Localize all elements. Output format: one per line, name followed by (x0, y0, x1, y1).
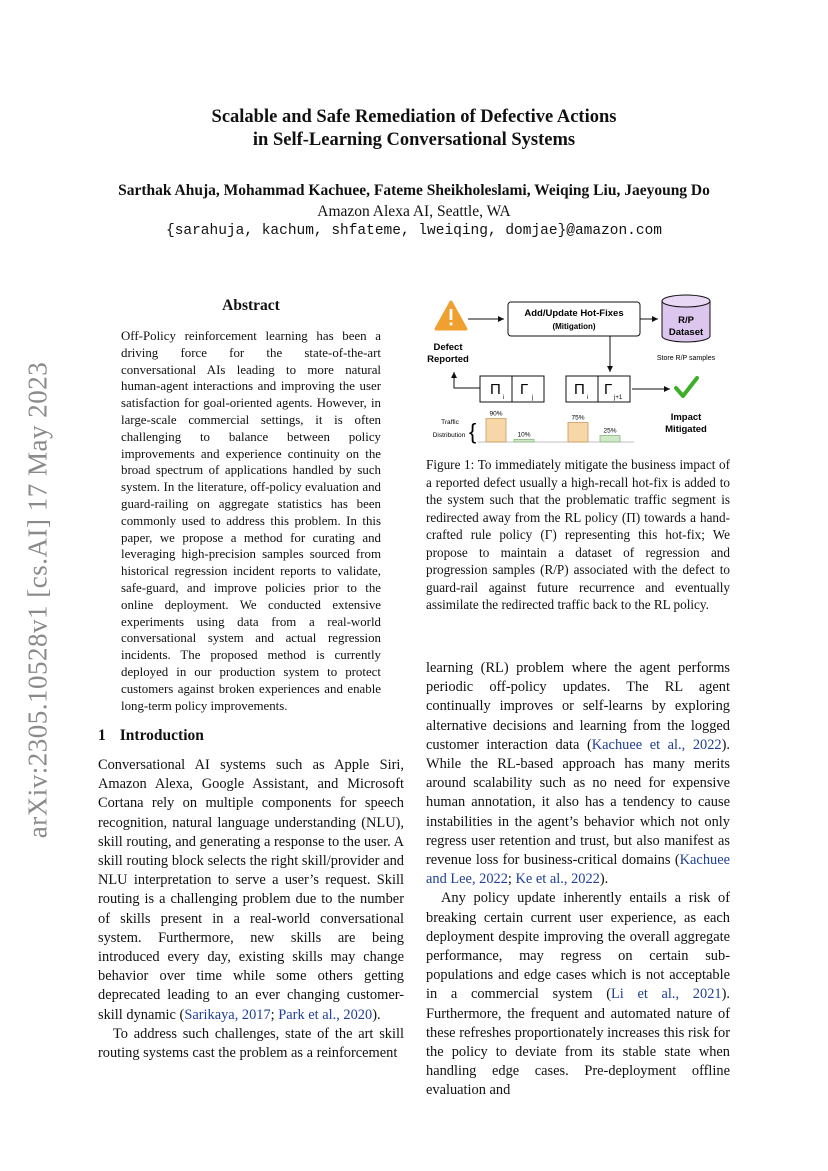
pi-symbol-before: Π (490, 381, 501, 398)
bar-pi-after (568, 423, 588, 443)
section-number: 1 (98, 727, 106, 744)
title-line-2: in Self-Learning Conversational Systems (252, 130, 576, 150)
figure-1-diagram (420, 292, 736, 448)
traffic-label-2: Distribution (432, 432, 466, 439)
gamma-subscript-after: j+1 (614, 395, 623, 401)
bar-label-gamma-after: 25% (603, 427, 617, 435)
abstract-heading: Abstract (222, 297, 280, 314)
dataset-label-2: Dataset (668, 327, 704, 338)
dataset-label-1: R/P (678, 315, 694, 326)
title-line-1: Scalable and Safe Remediation of Defective Actions (211, 107, 617, 127)
bar-gamma-after (600, 436, 620, 443)
brace-icon: { (469, 419, 477, 444)
gamma-symbol-after: Γ (604, 381, 613, 398)
traffic-label-1: Traffic (441, 419, 459, 426)
pi-subscript-after: i (587, 395, 589, 401)
citation-li[interactable]: Li et al., 2021 (611, 986, 722, 1003)
citation-park[interactable]: Park et al., 2020 (278, 1006, 373, 1023)
defect-label-2: Reported (427, 354, 469, 365)
arxiv-stamp: arXiv:2305.10528v1 [cs.AI] 17 May 2023 (22, 361, 53, 839)
intro-column-left (98, 756, 404, 1063)
bar-label-pi-before: 90% (489, 410, 503, 418)
intro-paragraph-3: learning (RL) problem where the agent performs periodic off-policy updates. The RL agent continually improves or self-learns by exploring alternative decisions and learning from the logged customer interaction data (Kachuee et al., 2022). While the RL-based approach has many merits around scalability such as no need for expensive human annotation, it also has a tendency to cause instabilities in the agent’s behavior which not only regress user retention and trust, but also manifest as revenue loss for business-critical domains (Kachuee and Lee, 2022; Ke et al., 2022). (426, 660, 730, 888)
intro-paragraph-2: To address such challenges, state of the art skill routing systems cast the problem as a reinforcement (98, 1025, 404, 1062)
gamma-symbol-before: Γ (520, 381, 529, 398)
bar-label-gamma-before: 10% (517, 431, 531, 439)
citation-kachuee-lee[interactable]: Kachuee and Lee, 2022 (426, 852, 730, 888)
store-samples-label: Store R/P samples (656, 355, 716, 362)
author-emails: {sarahuja, kachum, shfateme, lweiqing, domjae}@amazon.com (166, 223, 662, 239)
author-list: Sarthak Ahuja, Mohammad Kachuee, Fateme Sheikholeslami, Weiqing Liu, Jaeyoung Do (118, 182, 710, 199)
impact-label-1: Impact (670, 412, 702, 423)
impact-label-2: Mitigated (665, 424, 707, 435)
pi-subscript-before: i (503, 395, 505, 401)
affiliation: Amazon Alexa AI, Seattle, WA (317, 203, 511, 220)
paper-title (0, 106, 828, 152)
section-title: Introduction (119, 727, 204, 744)
bar-gamma-before (514, 439, 534, 442)
citation-ke[interactable]: Ke et al., 2022 (515, 871, 600, 888)
intro-column-right (426, 659, 730, 1101)
intro-paragraph-4: Any policy update inherently entails a risk of breaking certain current user experience, as each deployment despite improving the overall aggregate performance, may regress on certain sub-populations and edge cases which is not acceptable in a commercial system (Li et al., 2021). Furthermore, the frequent and automated nature of these refreshes proportionately increases this risk for the policy to deviate from its stable state when handling edge cases. Pre-deployment offline evaluation and (426, 890, 730, 1099)
check-icon (676, 378, 697, 396)
figure-1-caption: Figure 1: To immediately mitigate the business impact of a reported defect usually a high-recall hot-fix is added to the system such that the problematic traffic segment is redirected away from the RL policy (Π) towards a hand-crafted rule policy (Γ) representing this hot-fix; We propose to maintain a dataset of regression and progression samples (R/P) associated with the defect to guard-rail against future recurrence and eventually assimilate the redirected traffic back to the RL policy. (426, 457, 730, 612)
defect-label-1: Defect (433, 342, 463, 353)
hotfix-title: Add/Update Hot-Fixes (524, 308, 624, 319)
bar-label-pi-after: 75% (571, 414, 585, 422)
warning-icon (436, 302, 466, 329)
hotfix-subtitle: (Mitigation) (552, 322, 596, 331)
pi-symbol-after: Π (574, 381, 585, 398)
section-heading (98, 727, 204, 745)
abstract-text: Off-Policy reinforcement learning has been a driving force for the state-of-the-art conversational AIs leading to more natural human-agent interactions and improving the user satisfaction for goal-oriented agents. However, in large-scale commercial settings, it is often challenging to balance between policy improvements and experience continuity on the broad spectrum of applications handled by such system. In the literature, off-policy evaluation and guard-railing on aggregate statistics has been commonly used to address this problem. In this paper, we propose a method for curating and leveraging high-precision samples sourced from historical regression incident reports to validate, safe-guard, and improve policies prior to the online deployment. We conducted extensive experiments using data from a real-world conversational system and actual regression incidents. The proposed method is currently deployed in our production system to protect customers against broken experiences and enable long-term policy improvements. (121, 329, 381, 713)
intro-paragraph-1: Conversational AI systems such as Apple Siri, Amazon Alexa, Google Assistant, and Microsoft Cortana rely on multiple components for speech recognition, natural language understanding (NLU), skill routing, and generating a response to the user. A skill routing block selects the right skill/provider and NLU interpretation to serve a user’s request. Skill routing is a challenging problem due to the number of skills present in a real-world conversational system. Furthermore, new skills are being introduced every day, existing skills may change behavior over time while some others getting deprecated leading to an ever changing customer-skill dynamic (Sarikaya, 2017; Park et al., 2020). (98, 757, 404, 1023)
citation-sarikaya[interactable]: Sarikaya, 2017 (184, 1006, 271, 1023)
citation-kachuee-2022[interactable]: Kachuee et al., 2022 (591, 736, 722, 753)
bar-pi-before (486, 419, 506, 442)
gamma-subscript-before: j (532, 395, 534, 401)
